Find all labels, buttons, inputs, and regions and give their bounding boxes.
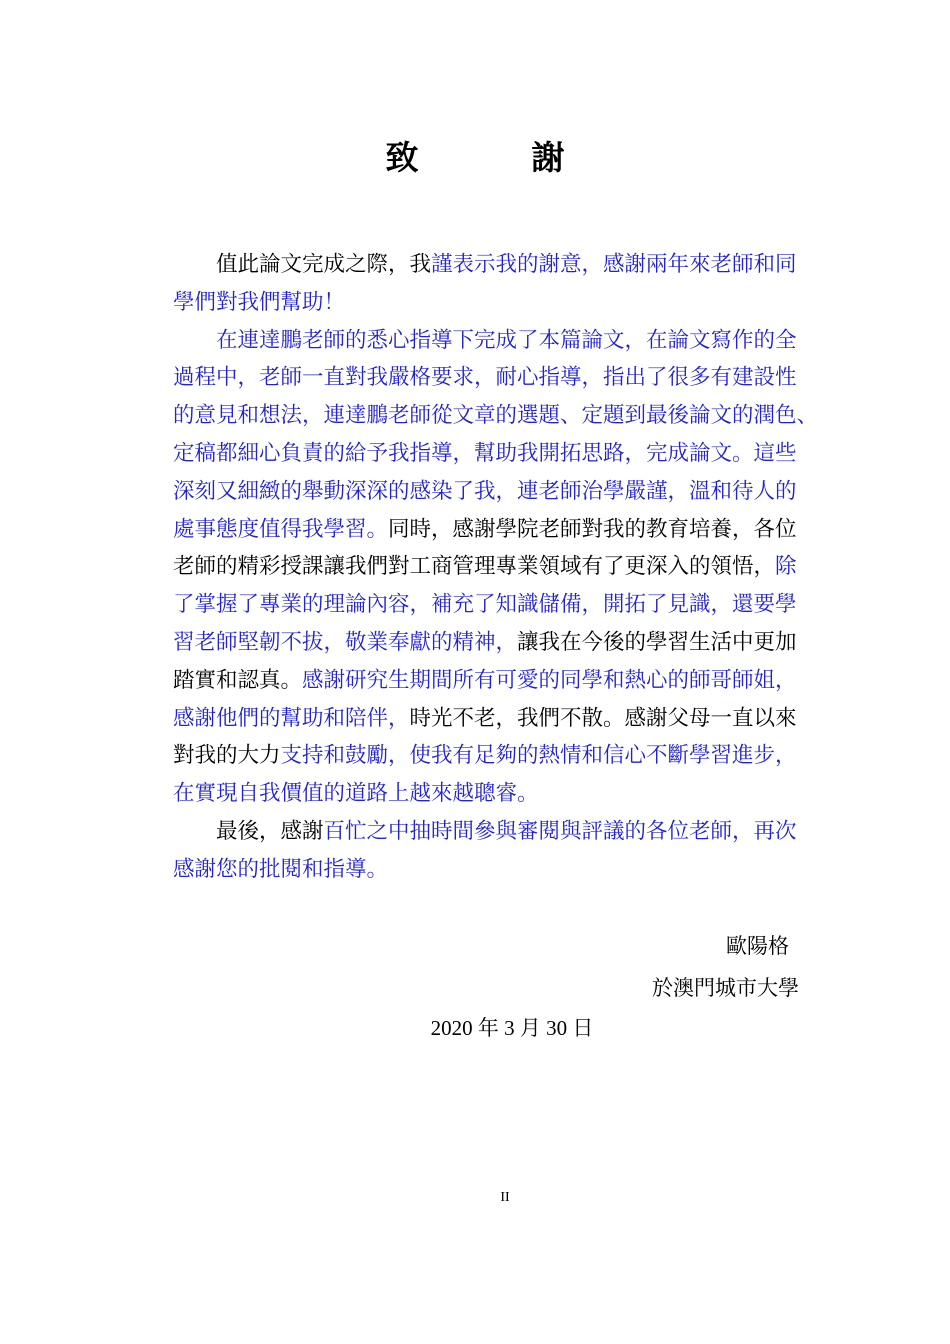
highlighted-text: 在連達鵬老師的悉心指導下完成了本篇論文，在論文寫作的全 [216,327,797,353]
signature-date: 2020 年 3 月 30 日 [430,1016,594,1040]
highlighted-text: 謹表示我的謝意，感謝兩年來老師和同 [431,252,797,277]
text-line [173,322,853,360]
paragraph [173,246,853,322]
body-text: 老師的精彩授課讓我們對工商管理專業領域有了更深入的領悟， [173,554,776,580]
text-line [173,662,853,700]
highlighted-text: 習老師堅韌不拔，敬業奉獻的精神， [173,629,518,655]
body-text: 時光不老，我們不散。感謝父母一直以來 [409,705,797,731]
text-line [173,246,853,284]
highlighted-text: 處事態度值得我學習。 [173,516,389,542]
page-number: II [500,1190,510,1205]
highlighted-text: 在實現自我價值的道路上越來越聰睿。 [173,781,539,807]
highlighted-text: 的意見和想法，連達鵬老師從文章的選題、定題到最後論文的潤色、 [173,403,819,429]
text-line [173,700,853,738]
highlighted-text: 學們對我們幫助！ [173,289,346,315]
text-line [173,397,853,435]
paragraph [173,322,853,813]
text-line [173,359,853,397]
text-line [173,624,853,662]
text-line [173,435,853,473]
text-line [173,284,853,322]
highlighted-text: 除 [775,554,797,580]
highlighted-text: 了掌握了專業的理論內容，補充了知識儲備，開拓了見識，還要學 [173,592,797,618]
highlighted-text: 支持和鼓勵，使我有足夠的熱情和信心不斷學習進步， [280,743,797,769]
acknowledgement-body [173,246,853,889]
highlighted-text: 過程中，老師一直對我嚴格要求，耐心指導，指出了很多有建設性 [173,365,797,391]
highlighted-text: 感謝研究生期間所有可愛的同學和熱心的師哥師姐， [302,667,797,693]
highlighted-text: 感謝他們的幫助和陪伴， [173,705,410,731]
body-text: 最後，感謝 [216,818,324,844]
text-line [173,548,853,586]
body-text: 同時，感謝學院老師對我的教育培養，各位 [388,516,797,542]
author-school: 於澳門城市大學 [652,976,799,1000]
highlighted-text: 百忙之中抽時間參與審閱與評議的各位老師，再次 [323,818,797,844]
text-line [173,511,853,549]
highlighted-text: 定稿都細心負責的給予我指導，幫助我開拓思路，完成論文。這些 [173,440,797,466]
text-line [173,737,853,775]
text-line [173,586,853,624]
body-text: 讓我在今後的學習生活中更加 [517,629,797,655]
highlighted-text: 感謝您的批閱和指導。 [173,856,389,882]
text-line [173,851,853,889]
author-name: 歐陽格 [726,934,789,958]
body-text: 踏實和認真。 [173,667,303,693]
highlighted-text: 深刻又細緻的舉動深深的感染了我，連老師治學嚴謹，溫和待人的 [173,478,797,504]
text-line [173,775,853,813]
body-text: 值此論文完成之際，我 [216,252,432,277]
paragraph [173,813,853,889]
text-line [173,813,853,851]
page-title: 致 謝 [385,138,605,177]
body-text: 對我的大力 [173,743,281,769]
text-line [173,473,853,511]
